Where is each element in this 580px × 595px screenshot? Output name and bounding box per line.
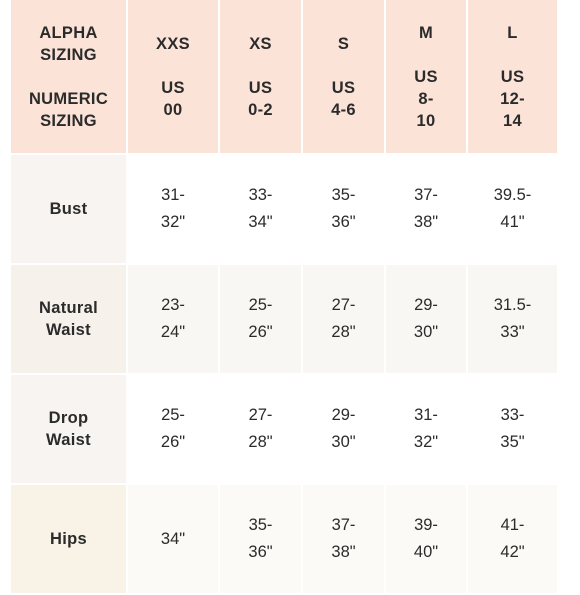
alpha-size: XXS: [156, 34, 190, 53]
value-line: 41-: [500, 516, 525, 534]
size-header-l: [468, 0, 559, 155]
value-cell: [386, 485, 468, 595]
numeric-size-line: 14: [503, 111, 522, 130]
alpha-size: XS: [249, 34, 272, 53]
row-label-line: Hips: [50, 530, 87, 548]
value-line: 25-: [161, 406, 185, 424]
numeric-size-line: 0-2: [248, 100, 273, 119]
value-line: 40": [413, 543, 439, 561]
value-line: 42": [500, 543, 525, 561]
size-header-s: [303, 0, 386, 155]
row-label-line: Bust: [49, 200, 88, 218]
value-line: 35-: [331, 186, 356, 204]
alpha-size: S: [337, 34, 350, 53]
value-line: 25-: [248, 296, 273, 314]
value-cell: [303, 375, 386, 485]
alpha-size: M: [418, 23, 434, 42]
alpha-sizing-label-line: ALPHA: [39, 23, 98, 42]
value-cell: [468, 265, 559, 375]
row-label-drop-waist: [11, 375, 128, 485]
row-label-bust: [11, 155, 128, 265]
numeric-size-line: US: [500, 67, 525, 86]
value-line: 36": [248, 543, 273, 561]
value-line: 39-: [414, 516, 438, 534]
value-cell: [128, 375, 220, 485]
numeric-size-line: 8-: [418, 89, 434, 108]
value-line: 30": [413, 323, 439, 341]
numeric-sizing-label-line: NUMERIC: [28, 89, 109, 108]
row-label-line: Natural: [39, 299, 98, 317]
header-label-cell: [11, 0, 128, 155]
numeric-size-line: US: [414, 67, 438, 86]
value-line: 35-: [248, 516, 273, 534]
value-line: 27-: [248, 406, 273, 424]
value-line: 26": [248, 323, 273, 341]
numeric-size-line: US: [248, 78, 273, 97]
value-line: 41": [500, 213, 525, 231]
value-line: 33-: [248, 186, 273, 204]
numeric-size-line: US: [331, 78, 356, 97]
value-line: 38": [413, 213, 439, 231]
value-line: 33-: [500, 406, 525, 424]
value-cell: [220, 155, 303, 265]
value-line: 24": [160, 323, 186, 341]
value-cell: [386, 375, 468, 485]
value-cell: [303, 155, 386, 265]
value-cell: [386, 155, 468, 265]
numeric-size-line: US: [161, 78, 185, 97]
value-line: 28": [331, 323, 356, 341]
numeric-size-line: 10: [416, 111, 436, 130]
value-line: 30": [331, 433, 356, 451]
row-label-line: Waist: [46, 321, 91, 339]
size-header-xs: [220, 0, 303, 155]
value-line: 31.5-: [493, 296, 532, 314]
value-line: 38": [331, 543, 356, 561]
measurement-row-natural-waist: [11, 265, 559, 375]
value-cell: [468, 155, 559, 265]
value-cell: [386, 265, 468, 375]
row-label-line: Drop: [48, 409, 89, 427]
value-line: 23-: [161, 296, 185, 314]
numeric-sizing-label-line: SIZING: [40, 111, 97, 130]
value-cell: [303, 265, 386, 375]
numeric-size-line: 12-: [500, 89, 525, 108]
value-line: 28": [248, 433, 273, 451]
value-line: 37-: [414, 186, 438, 204]
row-label-natural-waist: [11, 265, 128, 375]
value-line: 31-: [161, 186, 185, 204]
value-cell: [128, 265, 220, 375]
measurement-row-bust: [11, 155, 559, 265]
numeric-size-line: 00: [163, 100, 183, 119]
value-line: 34": [248, 213, 273, 231]
value-line: 33": [500, 323, 525, 341]
row-label-line: Waist: [46, 431, 91, 449]
value-cell: [468, 485, 559, 595]
size-header-xxs: [128, 0, 220, 155]
value-line: 29-: [414, 296, 438, 314]
value-cell: [220, 485, 303, 595]
value-line: 27-: [331, 296, 356, 314]
value-line: 37-: [331, 516, 356, 534]
value-cell: [468, 375, 559, 485]
value-cell: [220, 375, 303, 485]
value-line: 32": [160, 213, 186, 231]
value-line: 26": [160, 433, 186, 451]
value-line: 35": [500, 433, 525, 451]
value-cell: [220, 265, 303, 375]
measurement-row-drop-waist: [11, 375, 559, 485]
alpha-sizing-label-line: SIZING: [40, 45, 97, 64]
value-line: 29-: [331, 406, 356, 424]
measurement-row-hips: [11, 485, 559, 595]
alpha-size: L: [507, 23, 518, 42]
value-line: 36": [331, 213, 356, 231]
value-cell: [128, 485, 220, 595]
value-line: 32": [413, 433, 439, 451]
size-header-m: [386, 0, 468, 155]
row-label-hips: [11, 485, 128, 595]
size-chart-table: [11, 0, 559, 595]
value-cell: [128, 155, 220, 265]
value-cell: [303, 485, 386, 595]
value-line: 34": [160, 529, 186, 548]
numeric-size-line: 4-6: [331, 100, 356, 119]
header-row: [11, 0, 559, 155]
value-line: 31-: [414, 406, 438, 424]
value-line: 39.5-: [493, 186, 532, 204]
